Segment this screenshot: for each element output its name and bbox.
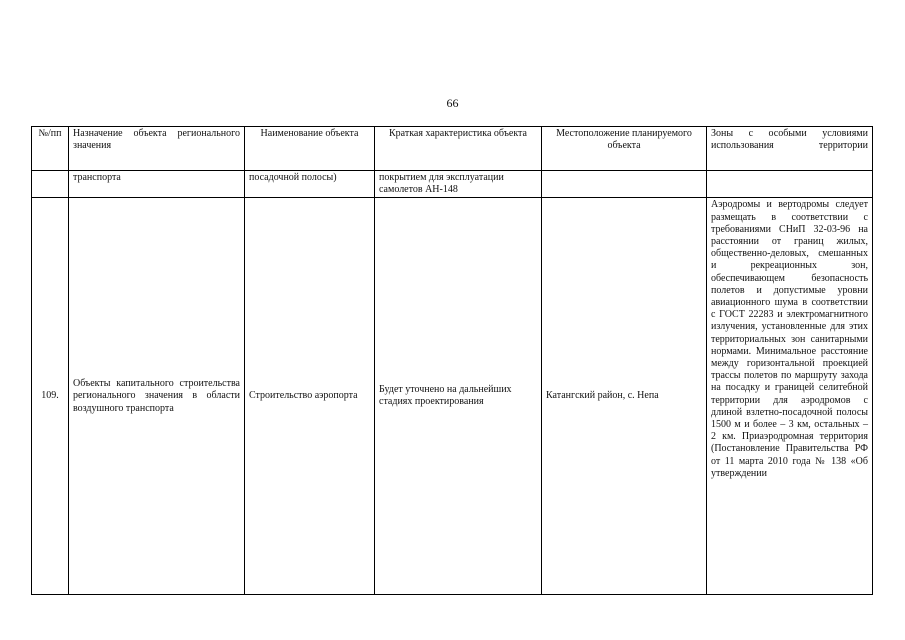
- header-zones: Зоны с особыми условиями использования территории: [707, 127, 873, 171]
- cell-characteristics: Будет уточнено на дальнейших стадиях проектирования: [375, 198, 542, 595]
- cell-location: Катангский район, с. Непа: [542, 198, 707, 595]
- cell-location: [542, 171, 707, 198]
- header-num: №/пп: [32, 127, 69, 171]
- cell-num: 109.: [32, 198, 69, 595]
- cell-zones: [707, 171, 873, 198]
- cell-purpose: Объекты капитального строительства регионального значения в области воздушного транспорта: [69, 198, 245, 595]
- table-row: [32, 198, 873, 595]
- page-number: 66: [446, 96, 459, 110]
- header-location: Местоположение планируемого объекта: [542, 127, 707, 171]
- cell-purpose: транспорта: [69, 171, 245, 198]
- cell-name: Строительство аэропорта: [245, 198, 375, 595]
- cell-num: [32, 171, 69, 198]
- table-row: [32, 171, 873, 198]
- header-characteristics: Краткая характеристика объекта: [375, 127, 542, 171]
- cell-name: посадочной полосы): [245, 171, 375, 198]
- objects-table: [31, 126, 873, 595]
- header-name: Наименование объекта: [245, 127, 375, 171]
- header-purpose: Назначение объекта регионального значения: [69, 127, 245, 171]
- cell-zones: Аэродромы и вертодромы следует размещать в соответствии с требованиями СНиП 32-03-96 на расстоянии от границ жилых, общественно-деловых, смешанных и рекреационных зон, обеспечивающем безопасность полетов и допустимые уровни авиационного шума в соответствии с ГОСТ 22283 и электромагнитного излучения, установленные для этих территориальных зон санитарными нормами. Минимальное расстояние между горизонтальной проекцией трассы полетов по маршруту захода на посадку и границей селитебной территории для аэродромов с длиной взлетно-посадочной полосы 1500 м и более – 3 км, остальных – 2 км. Приаэродромная территория (Постановление Правительства РФ от 11 марта 2010 года № 138 «Об утверждении: [707, 198, 873, 595]
- cell-characteristics: покрытием для эксплуатации самолетов АН-148: [375, 171, 542, 198]
- table-header-row: [32, 127, 873, 171]
